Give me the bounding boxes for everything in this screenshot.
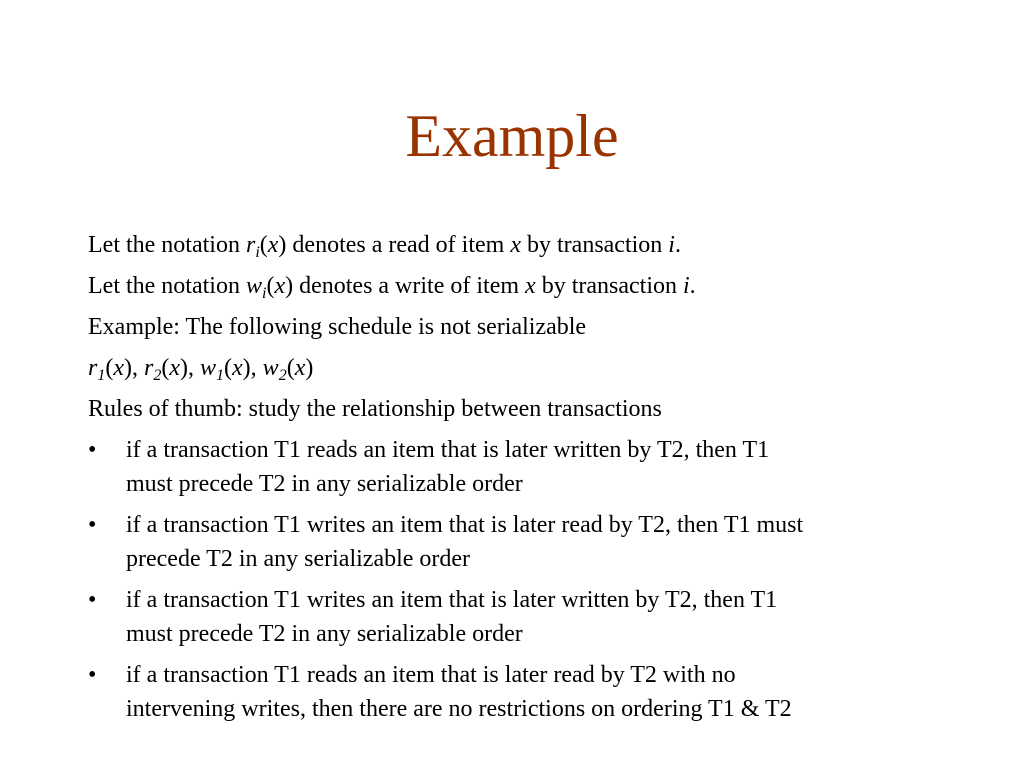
slide-title: Example [405,103,619,169]
bullet-text-line2: must precede T2 in any serializable order [126,471,523,497]
example-line: Example: The following schedule is not serializable [88,314,587,340]
schedule-op-sep: , [188,355,200,381]
schedule-op-symbol: r [144,355,154,381]
notation-read-prefix: Let the notation [88,232,246,258]
schedule-op-arg: x [113,355,124,381]
bullet-text-line2: must precede T2 in any serializable order [126,621,523,647]
schedule-op: $w_2(x)$ [262,355,314,384]
notation-write-close: ) [285,273,294,299]
notation-read-line [88,228,968,262]
slide-body [88,228,968,733]
schedule-line [88,351,968,385]
notation-read-mid: denotes a read of item [286,232,511,258]
bullet-text-line2: intervening writes, then there are no restrictions on ordering T1 & T2 [126,696,792,722]
schedule-op-subscript [216,367,224,384]
notation-read-subscript-text: i [255,244,260,261]
notation-write-arg: x [274,273,286,299]
schedule-op-subscript [279,367,287,384]
notation-read-end: . [674,232,681,258]
schedule-op-subscript-text: 1 [97,367,106,384]
notation-write-mid2: by transaction [535,273,683,299]
bullet-text-line1: if a transaction T1 writes an item that is later read by T2, then T1 must [126,512,804,538]
notation-write-line [88,269,968,303]
notation-write-open: ( [266,273,275,299]
schedule-op-symbol: w [262,355,279,381]
schedule-op: $r_1(x)$, [88,355,144,384]
bullet-text-line1: if a transaction T1 reads an item that is later written by T2, then T1 [126,437,770,463]
notation-read-arg: x [267,232,279,258]
notation-write-prefix: Let the notation [88,273,246,299]
schedule-op: $w_1(x)$, [200,355,263,384]
schedule-op-sep: , [250,355,263,381]
notation-read-open: ( [259,232,268,258]
notation-read-item: x [510,232,521,258]
schedule-op: $r_2(x)$, [144,355,200,384]
bullet-item [88,508,968,576]
notation-read-symbol: r [245,232,256,258]
schedule-op-arg: x [169,355,180,381]
schedule-op-symbol: w [200,355,217,381]
bullet-item [88,658,968,726]
schedule-op-symbol: r [88,355,98,381]
notation-write-symbol: w [245,273,262,299]
notation-write-mid: denotes a write of item [293,273,526,299]
bullet-dot: • [88,587,97,613]
bullet-text-line2: precede T2 in any serializable order [126,546,471,572]
notation-write-subscript-text: i [261,285,267,302]
bullet-text-line1: if a transaction T1 writes an item that is later written by T2, then T1 [126,587,778,613]
schedule-op-subscript-text: 1 [216,367,225,384]
notation-write-txn: i [682,273,690,299]
bullet-text-line1: if a transaction T1 reads an item that is later read by T2 with no [126,662,736,688]
bullet-dot: • [88,512,97,538]
notation-read-mid2: by transaction [521,232,669,258]
bullet-dot: • [88,437,97,463]
notation-read-txn: i [668,232,675,258]
schedule-op-arg: x [294,355,306,381]
schedule-op-subscript-text: 2 [153,367,162,384]
bullet-item [88,583,968,651]
schedule-op-subscript-text: 2 [278,367,287,384]
schedule-op-sep: , [132,355,144,381]
bullet-dot: • [88,662,97,688]
schedule-op-arg: x [232,355,243,381]
notation-write-end: . [689,273,696,299]
notation-read-close: ) [278,232,287,258]
schedule-op-subscript [153,367,161,384]
rules-heading: Rules of thumb: study the relationship between transactions [88,396,662,422]
schedule-op-subscript [97,367,105,384]
notation-write-item: x [525,273,536,299]
bullet-item [88,433,968,501]
